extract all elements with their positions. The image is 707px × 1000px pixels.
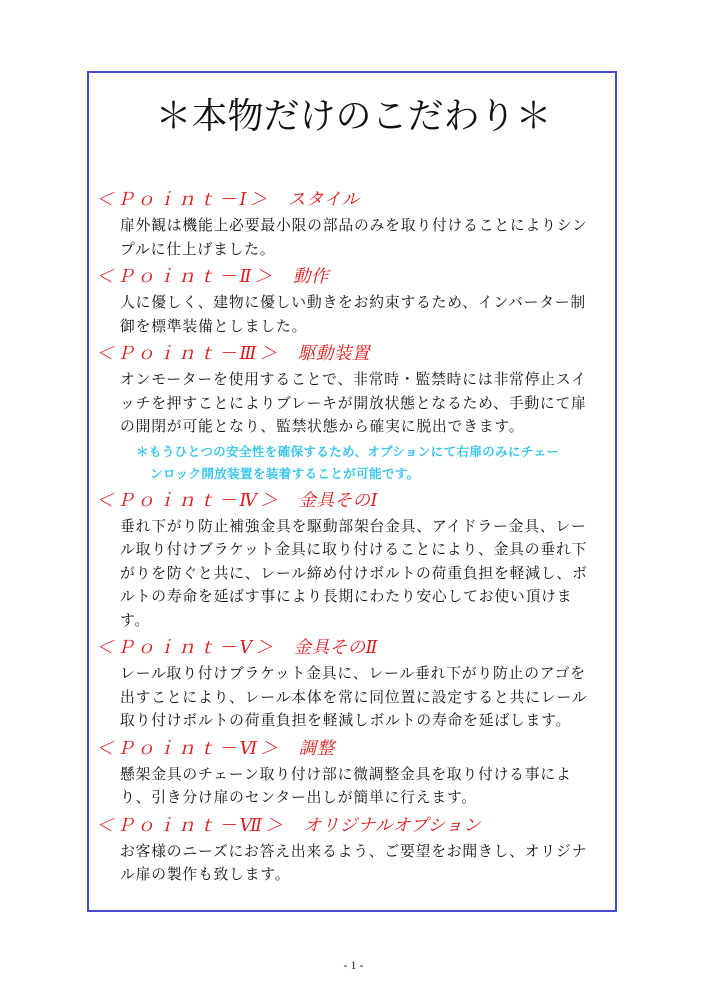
point-1-section (96, 186, 596, 261)
point-6-body: 懸架金具のチェーン取り付け部に微調整金具を取り付ける事により、引き分け扉のセンター出しが簡単に行えます。 (120, 765, 572, 806)
point-6-heading (96, 735, 596, 763)
point-5-label: 金具そのⅡ (293, 638, 379, 658)
point-6-tag: ＜Ｐｏｉｎｔ－Ⅵ＞ (96, 738, 281, 759)
point-4-label: 金具そのⅠ (298, 490, 378, 511)
point-3-note-line-2: ンロック開放装置を装着することが可能です。 (150, 465, 420, 481)
point-7-label: オリジナルオプション (303, 815, 482, 836)
page-number: - 1 - (343, 958, 364, 972)
point-1-body: 扉外観は機能上必要最小限の部品のみを取り付けることによりシンプルに仕上げました。 (120, 217, 588, 258)
point-5-body: レール取り付けブラケット金具に、レール垂れ下がり防止のアゴを出すことにより、レール本体を常に同位置に設定すると共にレール取り付けボルトの荷重負担を軽減しボルトの寿命を延ばします。 (120, 665, 588, 729)
point-7-tag: ＜Ｐｏｉｎｔ－Ⅶ＞ (96, 815, 286, 836)
point-6-label: 調整 (298, 738, 335, 759)
point-2-section (96, 263, 596, 338)
point-3-body: オンモーターを使用することで、非常時・監禁時には非常停止スイッチを押すことによりブレーキが開放状態となるため、手動にて扉の開閉が可能となり、監禁状態から確実に脱出できます。 (120, 371, 587, 435)
point-4-body: 垂れ下がり防止補強金具を駆動部架台金具、アイドラー金具、レール取り付けブラケット金具に取り付けることにより、金具の垂れ下がりを防ぐと共に、レール締め付けボルトの荷重負担を軽減し、ボルトの寿命を延ばす事により長期にわたり安心してお使い頂けます。 (120, 517, 588, 629)
point-2-heading (96, 263, 596, 291)
point-5-section (96, 634, 596, 733)
point-5-heading (96, 634, 596, 662)
point-7-heading (96, 812, 596, 840)
point-6-section (96, 735, 596, 810)
point-3-label: 駆動装置 (297, 344, 370, 364)
point-4-heading (96, 487, 596, 515)
point-1-tag: ＜Ｐｏｉｎｔ－Ⅰ＞ (96, 190, 270, 210)
point-3-note (96, 441, 596, 485)
point-3-heading (96, 340, 596, 368)
point-3-tag: ＜Ｐｏｉｎｔ－Ⅲ＞ (96, 344, 280, 364)
point-1-heading (96, 186, 596, 214)
points-list (96, 186, 596, 889)
point-7-body: お客様のニーズにお答え出来るよう、ご要望をお聞きし、オリジナル扉の製作も致します。 (120, 842, 588, 883)
point-2-tag: ＜Ｐｏｉｎｔ－Ⅱ＞ (96, 267, 275, 287)
point-7-section (96, 812, 596, 887)
point-1-label: スタイル (287, 190, 360, 210)
point-3-note-line-1: ＊もうひとつの安全性を確保するため、オプションにて右扉のみにチェー (136, 443, 560, 459)
point-4-section (96, 487, 596, 633)
point-5-tag: ＜Ｐｏｉｎｔ－Ⅴ＞ (96, 638, 276, 658)
page-title: ＊本物だけのこだわり＊ (155, 96, 552, 137)
point-2-body: 人に優しく、建物に優しい動きをお約束するため、インバーター制御を標準装備としました。 (120, 294, 586, 335)
point-4-tag: ＜Ｐｏｉｎｔ－Ⅳ＞ (96, 490, 281, 511)
point-3-section (96, 340, 596, 485)
point-2-label: 動作 (292, 267, 329, 287)
